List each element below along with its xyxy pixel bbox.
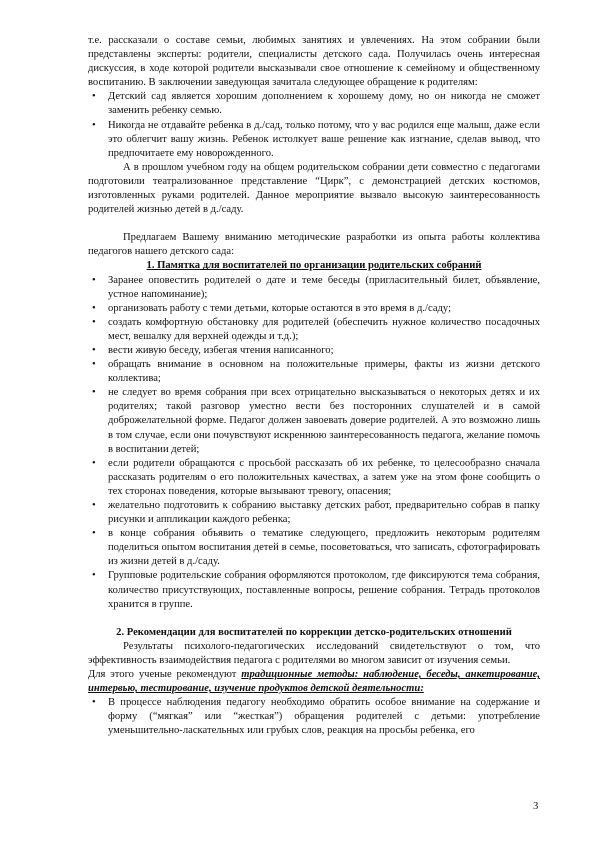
list-item: • Детский сад является хорошим дополнением к хорошему дому, но он никогда не сможет заменить ребенку семью. bbox=[88, 90, 540, 118]
intro-paragraph: т.е. рассказали о составе семьи, любимых занятиях и увлечениях. На этом собрании были представлены эксперты: родители, специалисты детского сада. Получилась очень интересная дискуссия, в ходе которой родители высказывали свое отношение к семейному и общественному воспитанию. В заключении заведующая зачитала следующее обращение к родителям: bbox=[88, 35, 540, 89]
methods-paragraph bbox=[88, 668, 540, 696]
section-2-heading: 2. Рекомендации для воспитателей по коррекции детско-родительских отношений bbox=[116, 626, 512, 638]
list-item: • желательно подготовить к собранию выставку детских работ, предварительно собрав в папку рисунки и аппликации каждого ребенка; bbox=[88, 499, 540, 527]
list-item: • Заранее оповестить родителей о дате и теме беседы (пригласительный билет, объявление, устное напоминание); bbox=[88, 274, 540, 302]
page-number: 3 bbox=[533, 801, 539, 812]
appeal-list bbox=[88, 90, 540, 160]
list-item: • В процессе наблюдения педагогу необходимо обратить особое внимание на содержание и форму (“мягкая” или “жесткая”) обращения родителей с детьми: употребление уменьшительно-ласкательных или грубых слов, реакция на просьбы ребенка, его bbox=[88, 696, 540, 738]
page-content bbox=[88, 34, 540, 739]
list-item: • организовать работу с теми детьми, которые остаются в это время в д./саду; bbox=[88, 302, 540, 316]
list-item: • обращать внимание в основном на положительные примеры, факты из жизни детского коллектива; bbox=[88, 358, 540, 386]
list-item: • вести живую беседу, избегая чтения написанного; bbox=[88, 344, 540, 358]
list-item: • Никогда не отдавайте ребенка в д./сад, только потому, что у вас родился еще малыш, даже если это облегчит вашу жизнь. Ребенок истолкует ваше решение как изгнание, сделав вывод, что предпочитаете ему новорожденного. bbox=[88, 119, 540, 161]
methods-prefix: Для этого ученые рекомендуют bbox=[88, 669, 237, 681]
offer-paragraph: Предлагаем Вашему вниманию методические разработки из опыта работы коллектива педагогов нашего детского сада: bbox=[88, 232, 540, 258]
list-item: • не следует во время собрания при всех отрицательно высказываться о некоторых детях и их родителях; такой разговор уместно вести без посторонних слушателей и в самой доброжелательной форме. Педагог должен завоевать доверие родителей. А это возможно лишь в том случае, если они почувствуют искреннюю заинтересованность педагога, желание помочь в воспитании детей; bbox=[88, 386, 540, 456]
spacer bbox=[88, 217, 540, 231]
observation-list bbox=[88, 696, 540, 738]
theatre-paragraph: А в прошлом учебном году на общем родительском собрании дети совместно с педагогами подготовили театрализованное представление “Цирк”, с демонстрацией детских костюмов, изготовленных руками родителей. Данное мероприятие вызвало высокую заинтересованность родителей жизнью детей в д./саду. bbox=[88, 161, 540, 216]
list-item: • в конце собрания объявить о тематике следующего, предложить некоторым родителям поделиться опытом воспитания детей в семье, посоветоваться, что записать, сфотографировать из жизни детей в д./саду. bbox=[88, 527, 540, 569]
list-item: • если родители обращаются с просьбой рассказать об их ребенке, то целесообразно сначала рассказать родителям о его положительных качествах, а затем уже на этом фоне сообщить о тех сторонах поведения, которые вызывают тревогу, опасения; bbox=[88, 457, 540, 499]
methods-emphasis: традиционные методы: наблюдение, беседы, анкетирование, интервью, тестирование, изучение продуктов детской деятельности: bbox=[88, 669, 540, 695]
list-item: • Групповые родительские собрания оформляются протоколом, где фиксируются тема собрания, количество присутствующих, поставленные вопросы, решение собрания. Тетрадь протоколов хранится в группе. bbox=[88, 569, 540, 611]
spacer bbox=[88, 612, 540, 626]
research-paragraph: Результаты психолого-педагогических исследований свидетельствуют о том, что эффективность взаимодействия педагога с родителями во многом зависит от изучения семьи. bbox=[88, 640, 540, 666]
list-item: • создать комфортную обстановку для родителей (обеспечить нужное количество посадочных мест, вешалку для верхней одежды и т.д.); bbox=[88, 316, 540, 344]
memo-list bbox=[88, 274, 540, 612]
section-1-heading: 1. Памятка для воспитателей по организации родительских собраний bbox=[146, 260, 482, 272]
